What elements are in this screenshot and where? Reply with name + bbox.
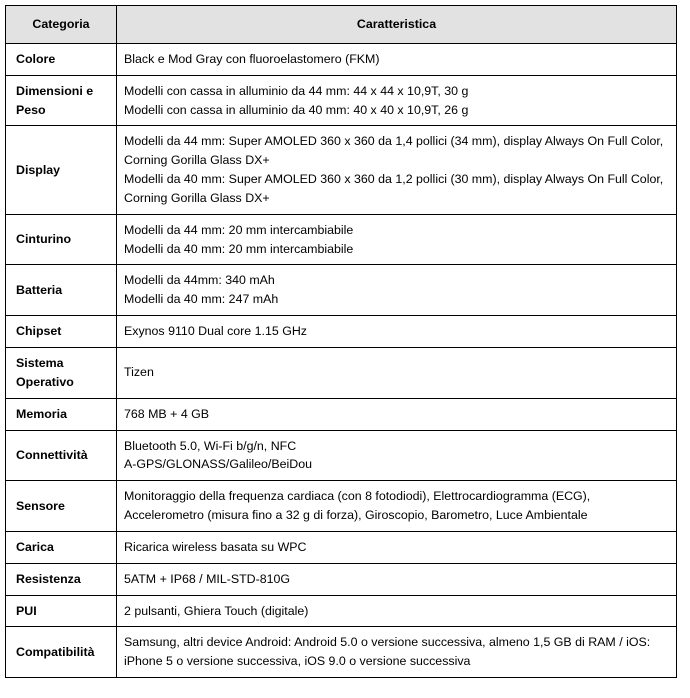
- row-feature-value: [117, 214, 677, 265]
- row-feature-value: [117, 347, 677, 398]
- feature-line: Bluetooth 5.0, Wi-Fi b/g/n, NFC: [124, 438, 297, 453]
- row-feature-value: [117, 265, 677, 316]
- row-category-label: Connettività: [6, 430, 117, 481]
- feature-line: Modelli da 44 mm: 20 mm intercambiabile: [124, 222, 354, 237]
- table-row: [6, 531, 677, 563]
- table-header-row: [6, 6, 677, 44]
- table-row: [6, 316, 677, 348]
- row-category-label: Sensore: [6, 481, 117, 532]
- feature-line: 2 pulsanti, Ghiera Touch (digitale): [124, 603, 309, 618]
- feature-line: Modelli da 44 mm: Super AMOLED 360 x 360 da 1,4 pollici (34 mm), display Always On Full Color, Corning Gorilla Glass DX+: [124, 134, 664, 168]
- row-category-label: Batteria: [6, 265, 117, 316]
- feature-line: Modelli con cassa in alluminio da 44 mm: 44 x 44 x 10,9T, 30 g: [124, 83, 469, 98]
- row-category-label: Chipset: [6, 316, 117, 348]
- table-header: [6, 6, 677, 44]
- row-feature-value: [117, 316, 677, 348]
- column-header-category: Categoria: [6, 6, 117, 44]
- table-row: [6, 430, 677, 481]
- table-row: [6, 595, 677, 627]
- feature-line: Tizen: [124, 365, 154, 380]
- row-category-label: Colore: [6, 43, 117, 75]
- table-row: [6, 126, 677, 214]
- feature-line: Exynos 9110 Dual core 1.15 GHz: [124, 324, 307, 339]
- row-feature-value: [117, 43, 677, 75]
- row-feature-value: [117, 430, 677, 481]
- row-category-label: Memoria: [6, 398, 117, 430]
- table-row: [6, 265, 677, 316]
- row-feature-value: [117, 531, 677, 563]
- row-category-label: Display: [6, 126, 117, 214]
- feature-line: Modelli da 40 mm: Super AMOLED 360 x 360 da 1,2 pollici (30 mm), display Always On Full Color, Corning Gorilla Glass DX+: [124, 172, 664, 205]
- row-category-label: Sistema Operativo: [6, 347, 117, 398]
- table-body: [6, 43, 677, 677]
- row-category-label: Dimensioni e Peso: [6, 75, 117, 126]
- feature-line: Modelli da 40 mm: 247 mAh: [124, 292, 279, 307]
- row-feature-value: [117, 563, 677, 595]
- feature-line: Modelli con cassa in alluminio da 40 mm: 40 x 40 x 10,9T, 26 g: [124, 102, 469, 117]
- feature-line: 5ATM + IP68 / MIL-STD-810G: [124, 571, 291, 586]
- table-row: [6, 563, 677, 595]
- row-category-label: Cinturino: [6, 214, 117, 265]
- table-row: [6, 214, 677, 265]
- feature-line: Black e Mod Gray con fluoroelastomero (FKM): [124, 51, 380, 66]
- table-row: [6, 347, 677, 398]
- row-category-label: PUI: [6, 595, 117, 627]
- row-feature-value: [117, 595, 677, 627]
- feature-line: Modelli da 40 mm: 20 mm intercambiabile: [124, 241, 354, 256]
- column-header-feature: Caratteristica: [117, 6, 677, 44]
- row-category-label: Compatibilità: [6, 627, 117, 678]
- row-feature-value: [117, 627, 677, 678]
- feature-line: 768 MB + 4 GB: [124, 406, 210, 421]
- specifications-table: [5, 5, 677, 678]
- feature-line: Monitoraggio della frequenza cardiaca (con 8 fotodiodi), Elettrocardiogramma (ECG), Accelerometro (misura fino a 32 g di forza), Giroscopio, Barometro, Luce Ambientale: [124, 489, 591, 523]
- row-feature-value: [117, 75, 677, 126]
- table-row: [6, 481, 677, 532]
- table-row: [6, 398, 677, 430]
- table-row: [6, 43, 677, 75]
- feature-line: Ricarica wireless basata su WPC: [124, 539, 307, 554]
- row-feature-value: [117, 398, 677, 430]
- row-category-label: Carica: [6, 531, 117, 563]
- row-feature-value: [117, 481, 677, 532]
- table-row: [6, 627, 677, 678]
- row-feature-value: [117, 126, 677, 214]
- feature-line: Samsung, altri device Android: Android 5.0 o versione successiva, almeno 1,5 GB di RAM / iOS: iPhone 5 o versione successiva, iOS 9.0 o versione successiva: [124, 635, 651, 669]
- table-row: [6, 75, 677, 126]
- feature-line: Modelli da 44mm: 340 mAh: [124, 273, 275, 288]
- row-category-label: Resistenza: [6, 563, 117, 595]
- feature-line: A-GPS/GLONASS/Galileo/BeiDou: [124, 457, 313, 472]
